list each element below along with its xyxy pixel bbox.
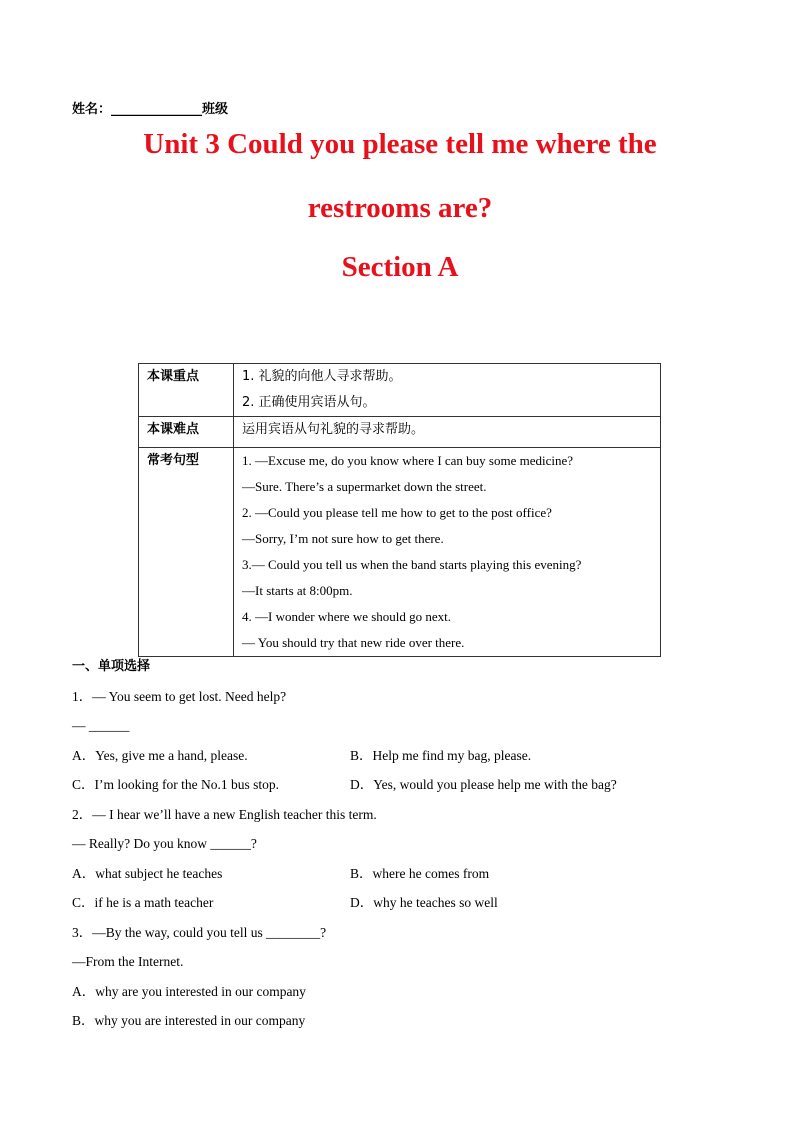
- cell-line: —It starts at 8:00pm.: [242, 583, 353, 598]
- cell-line: —Sure. There’s a supermarket down the street.: [242, 479, 487, 494]
- option-b[interactable]: B．where he comes from: [350, 865, 490, 881]
- table-row-key-points: [139, 364, 661, 417]
- question-3-stem: 3．—By the way, could you tell us ________?: [72, 924, 327, 940]
- option-b[interactable]: B．Help me find my bag, please.: [350, 747, 532, 763]
- title-line-2: restrooms are?: [307, 192, 493, 224]
- question-3-response: —From the Internet.: [72, 954, 184, 969]
- question-1-stem: 1．— You seem to get lost. Need help?: [72, 688, 287, 704]
- cell-line: 2. —Could you please tell me how to get to the post office?: [242, 505, 552, 520]
- lesson-info-table: [138, 363, 661, 657]
- row-body: [234, 364, 661, 417]
- option-a[interactable]: A．what subject he teaches: [72, 865, 223, 881]
- question-2-options-row: [72, 891, 732, 921]
- class-label: 班级: [202, 102, 229, 117]
- question-2-response: — Really? Do you know ______?: [72, 836, 257, 851]
- cell-line: —Sorry, I’m not sure how to get there.: [242, 531, 444, 546]
- option-c[interactable]: C．I’m looking for the No.1 bus stop.: [72, 777, 279, 792]
- option-b[interactable]: B．why you are interested in our company: [72, 1013, 306, 1028]
- title-line-1: Unit 3 Could you please tell me where the: [143, 128, 657, 160]
- question-1-options-row: [72, 773, 732, 803]
- question-1-answer-blank: — ______: [72, 718, 130, 733]
- row-head: 本课重点: [139, 364, 234, 417]
- row-body: [234, 417, 661, 448]
- option-d[interactable]: D．why he teaches so well: [350, 895, 498, 910]
- question-1-options-row: [72, 744, 732, 774]
- student-info-line: [72, 98, 228, 117]
- cell-line: 4. —I wonder where we should go next.: [242, 609, 452, 624]
- option-a[interactable]: A．Yes, give me a hand, please.: [72, 747, 248, 763]
- cell-line: 3.— Could you tell us when the band starts playing this evening?: [242, 557, 582, 572]
- cell-line: — You should try that new ride over there.: [242, 635, 465, 650]
- cell-line: 2. 正确使用宾语从句。: [242, 395, 376, 410]
- name-label: 姓名：: [72, 102, 112, 117]
- section-heading: 一、单项选择: [72, 659, 151, 674]
- name-blank: ______________: [111, 102, 203, 117]
- table-row-sentence-patterns: [139, 448, 661, 657]
- cell-line: 1. —Excuse me, do you know where I can buy some medicine?: [242, 453, 574, 468]
- row-head: 本课难点: [139, 417, 234, 448]
- cell-line: 1. 礼貌的向他人寻求帮助。: [242, 369, 402, 384]
- question-2-stem: 2．— I hear we’ll have a new English teacher this term.: [72, 806, 377, 822]
- question-area: [72, 655, 732, 1039]
- table-row-difficulties: [139, 417, 661, 448]
- section-title: Section A: [341, 251, 459, 283]
- question-2-options-row: [72, 862, 732, 892]
- option-c[interactable]: C．if he is a math teacher: [72, 895, 214, 910]
- cell-line: 运用宾语从句礼貌的寻求帮助。: [242, 422, 425, 437]
- option-d[interactable]: D．Yes, would you please help me with the bag?: [350, 777, 617, 792]
- row-head: 常考句型: [139, 448, 234, 657]
- row-body: [234, 448, 661, 657]
- option-a[interactable]: A．why are you interested in our company: [72, 983, 306, 999]
